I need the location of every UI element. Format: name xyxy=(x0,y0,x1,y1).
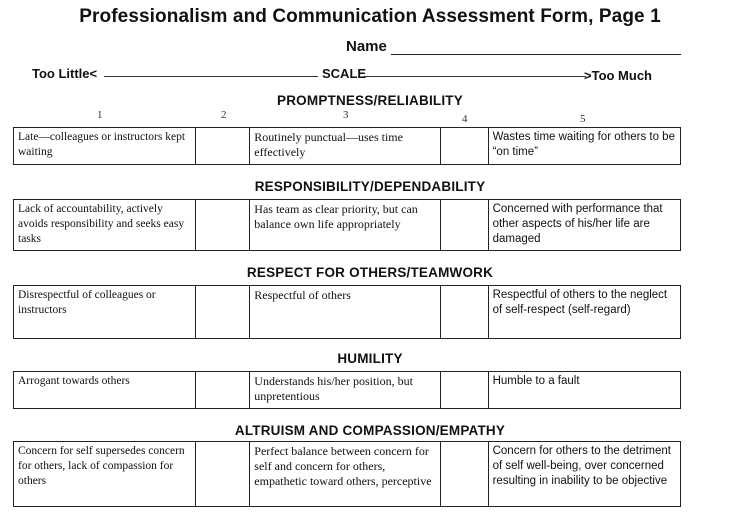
section-heading-altruism: ALTRUISM AND COMPASSION/EMPATHY xyxy=(234,423,506,438)
score-4-box[interactable] xyxy=(441,200,489,250)
section-row-altruism xyxy=(13,441,681,507)
score-3-description: Routinely punctual—uses time effectively xyxy=(250,128,440,164)
score-2-box[interactable] xyxy=(196,372,250,408)
score-2-box[interactable] xyxy=(196,200,250,250)
score-5-description: Humble to a fault xyxy=(492,375,580,387)
score-3-description: Perfect balance between concern for self and concern for others, empathetic toward others, perceptive xyxy=(250,442,440,506)
score-4-box[interactable] xyxy=(441,372,489,408)
score-5-description: Concerned with performance that other aspects of his/her life are damaged xyxy=(492,203,663,245)
score-4-box[interactable] xyxy=(441,286,489,338)
score-1-description: Arrogant towards others xyxy=(14,372,196,408)
section-row-respect xyxy=(13,285,681,339)
scale-line-right xyxy=(364,76,586,77)
scale-too-little-label: Too Little< xyxy=(32,66,98,81)
score-3-description: Has team as clear priority, but can balance own life appropriately xyxy=(250,200,440,250)
section-heading-responsibility: RESPONSIBILITY/DEPENDABILITY xyxy=(254,179,486,194)
section-heading-promptness: PROMPTNESS/RELIABILITY xyxy=(277,93,463,108)
name-label: Name xyxy=(346,38,387,55)
score-1-description: Concern for self supersedes concern for others, lack of compassion for others xyxy=(14,442,196,506)
scale-line-left xyxy=(104,76,318,77)
score-1-description: Lack of accountability, actively avoids responsibility and seeks easy tasks xyxy=(14,200,196,250)
scale-number-4: 4 xyxy=(462,113,468,125)
section-row-promptness xyxy=(13,127,681,165)
section-heading-respect: RESPECT FOR OTHERS/TEAMWORK xyxy=(246,265,494,280)
score-3-description: Understands his/her position, but unpretentious xyxy=(250,372,440,408)
score-1-description: Late—colleagues or instructors kept waiting xyxy=(14,128,196,164)
scale-row xyxy=(0,64,740,84)
score-2-box[interactable] xyxy=(196,128,250,164)
score-1-description: Disrespectful of colleagues or instructors xyxy=(14,286,196,338)
scale-number-1: 1 xyxy=(97,109,103,121)
scale-too-much-label: >Too Much xyxy=(584,68,653,83)
score-5-description: Wastes time waiting for others to be “on time” xyxy=(492,131,675,158)
scale-number-2: 2 xyxy=(221,109,227,121)
name-field-line[interactable] xyxy=(391,54,681,55)
score-3-description: Respectful of others xyxy=(250,286,440,338)
score-2-box[interactable] xyxy=(196,442,250,506)
scale-number-3: 3 xyxy=(343,109,349,121)
scale-number-5: 5 xyxy=(580,113,586,125)
score-5-description: Respectful of others to the neglect of self-respect (self-regard) xyxy=(492,289,668,316)
form-title: Professionalism and Communication Assessment Form, Page 1 xyxy=(79,6,661,27)
score-5-description: Concern for others to the detriment of self well-being, over concerned resulting in inability to be objective xyxy=(492,445,671,487)
section-row-humility xyxy=(13,371,681,409)
score-2-box[interactable] xyxy=(196,286,250,338)
score-4-box[interactable] xyxy=(441,442,489,506)
section-row-responsibility xyxy=(13,199,681,251)
scale-label: SCALE xyxy=(322,66,367,81)
section-heading-humility: HUMILITY xyxy=(337,351,403,366)
score-4-box[interactable] xyxy=(441,128,489,164)
